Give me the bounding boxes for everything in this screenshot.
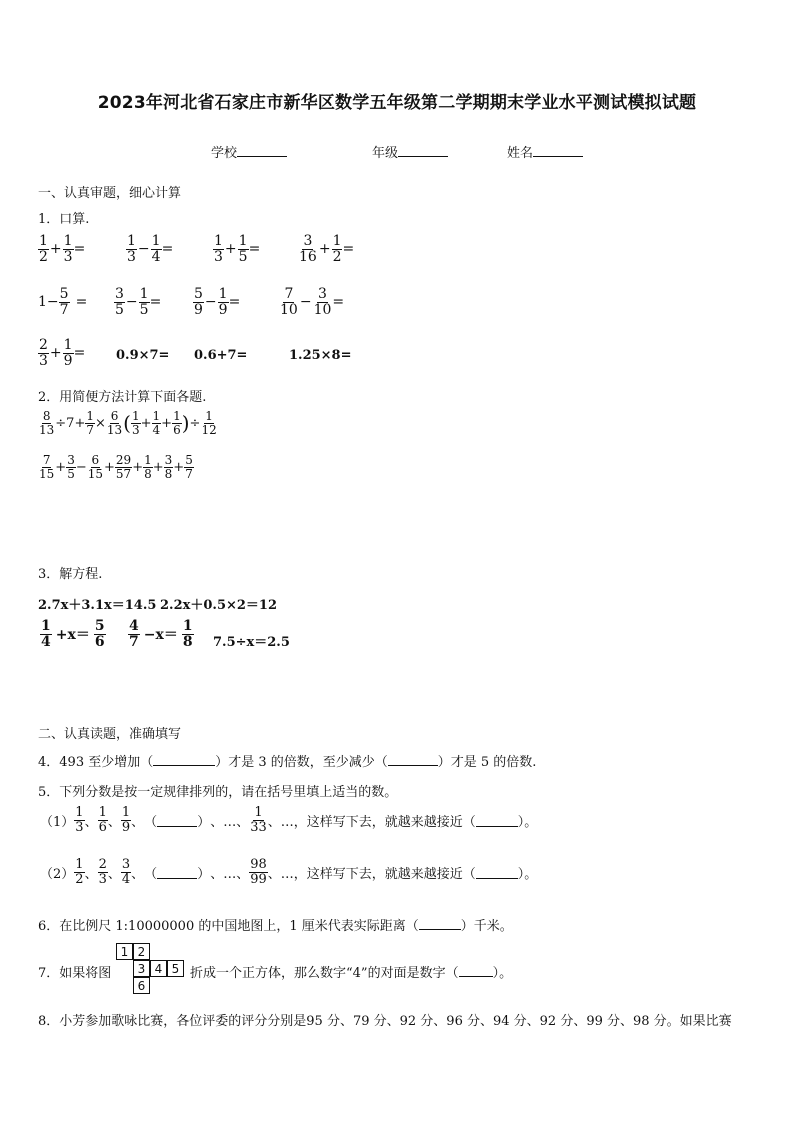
q6-text: 6．在比例尺 1:10000000 的中国地图上，1 厘米代表实际距离（ ）千米。 xyxy=(38,919,513,934)
q4-blank-2[interactable] xyxy=(388,753,438,766)
q8-text: 8．小芳参加歌咏比赛，各位评委的评分分别是95 分、79 分、92 分、96 分、94 分、92 分、99 分、98 分。如果比赛 xyxy=(38,1014,732,1029)
q2-expression-2: $\frac{7}{15}$ + $\frac{3}{5}$ − $\frac{6}{15}$ + $\frac{29}{57}$ + $\frac{1}{8}$ + $\frac{3}{8}$ + $\frac{5}{7}$ xyxy=(39,453,193,481)
name-field[interactable] xyxy=(507,142,583,161)
section-2-heading: 二、认真读题，准确填写 xyxy=(38,727,182,742)
q5-line-1: （1） $\frac{1}{3}$ 、 $\frac{1}{6}$ 、 $\frac{1}{9}$ 、 （ ） 、…、 $\frac{1}{33}$ 、…，这样写下去，就越来越接近（ ）。 xyxy=(40,805,538,835)
q3-equation-3: $\frac{1}{4}$ +x＝ $\frac{5}{6}$ xyxy=(41,618,105,650)
q5-2-blank-2[interactable] xyxy=(476,866,518,879)
grade-field[interactable] xyxy=(372,142,448,161)
net-cell-1: 1 xyxy=(116,943,133,960)
q5-1-blank-2[interactable] xyxy=(476,814,518,827)
name-label: 姓名 xyxy=(507,146,534,161)
school-field[interactable] xyxy=(211,142,287,161)
q1-item-2: $\frac{1}{3}$ − $\frac{1}{4}$ = xyxy=(127,233,174,265)
q3-equation-1: 2.7x＋3.1x＝14.5 xyxy=(38,598,157,613)
page-title: 2023年河北省石家庄市新华区数学五年级第二学期期末学业水平测试模拟试题 xyxy=(97,93,697,113)
q3-equation-2: 2.2x＋0.5×2＝12 xyxy=(160,598,278,613)
q1-item-3: $\frac{1}{3}$ + $\frac{1}{5}$ = xyxy=(214,233,261,265)
q6-blank[interactable] xyxy=(419,917,461,930)
q5-label: 5．下列分数是按一定规律排列的，请在括号里填上适当的数。 xyxy=(38,785,398,800)
q7-text-b: 折成一个正方体，那么数字“4”的对面是数字（ ）。 xyxy=(190,966,513,981)
section-1-heading: 一、认真审题，细心计算 xyxy=(38,186,182,201)
q1-item-5: 1− $\frac{5}{7}$ = xyxy=(38,286,88,318)
q3-label: 3．解方程. xyxy=(38,567,103,582)
q5-1-blank-1[interactable] xyxy=(157,814,197,827)
q1-item-7: $\frac{5}{9}$ − $\frac{1}{9}$ = xyxy=(194,286,241,318)
q2-label: 2．用简便方法计算下面各题. xyxy=(38,390,207,405)
q5-line-2: （2） $\frac{1}{2}$ 、 $\frac{2}{3}$ 、 $\frac{3}{4}$ 、 （ ） 、…、 $\frac{98}{99}$ 、…，这样写下去，就越来越接近（ ）。 xyxy=(40,857,538,887)
q5-2-blank-1[interactable] xyxy=(157,866,197,879)
net-cell-4: 4 xyxy=(150,960,167,977)
name-blank[interactable] xyxy=(533,142,583,157)
q1-item-11: 0.6+7= xyxy=(194,348,248,363)
net-cell-6: 6 xyxy=(133,977,150,994)
net-cell-2: 2 xyxy=(133,943,150,960)
q2-expression-1: $\frac{8}{13}$ ÷7+ $\frac{1}{7}$ × $\frac{6}{13}$ ( $\frac{1}{3}$ + $\frac{1}{4}$ + $\frac{1}{6}$ ) ÷ $\frac{1}{12}$ xyxy=(39,409,217,437)
q1-item-9: $\frac{2}{3}$ + $\frac{1}{9}$ = xyxy=(39,337,86,369)
q3-equation-4: $\frac{4}{7}$ −x＝ $\frac{1}{8}$ xyxy=(129,618,193,650)
q1-item-4: $\frac{3}{16}$ + $\frac{1}{2}$ = xyxy=(299,233,355,265)
grade-blank[interactable] xyxy=(398,142,448,157)
school-blank[interactable] xyxy=(237,142,287,157)
grade-label: 年级 xyxy=(372,146,399,161)
q4-blank-1[interactable] xyxy=(153,753,215,766)
q4-text: 4．493 至少增加（ ）才是 3 的倍数，至少减少（ ）才是 5 的倍数. xyxy=(38,755,537,770)
q1-item-1: $\frac{1}{2}$ + $\frac{1}{3}$ = xyxy=(39,233,86,265)
fraction: $\frac{1}{3}$ xyxy=(63,233,73,265)
school-label: 学校 xyxy=(211,146,238,161)
q1-item-12: 1.25×8= xyxy=(289,348,352,363)
fraction: $\frac{1}{2}$ xyxy=(39,233,48,265)
q3-equation-5: 7.5÷x＝2.5 xyxy=(213,635,290,650)
q7-text-a: 7．如果将图 xyxy=(38,966,112,981)
q7-blank[interactable] xyxy=(459,964,493,977)
net-cell-5: 5 xyxy=(167,960,184,977)
net-cell-3: 3 xyxy=(133,960,150,977)
q1-item-6: $\frac{3}{5}$ − $\frac{1}{5}$ = xyxy=(115,286,162,318)
q1-label: 1．口算. xyxy=(38,212,90,227)
q1-item-8: $\frac{7}{10}$ − $\frac{3}{10}$ = xyxy=(280,286,345,318)
q1-item-10: 0.9×7= xyxy=(116,348,170,363)
